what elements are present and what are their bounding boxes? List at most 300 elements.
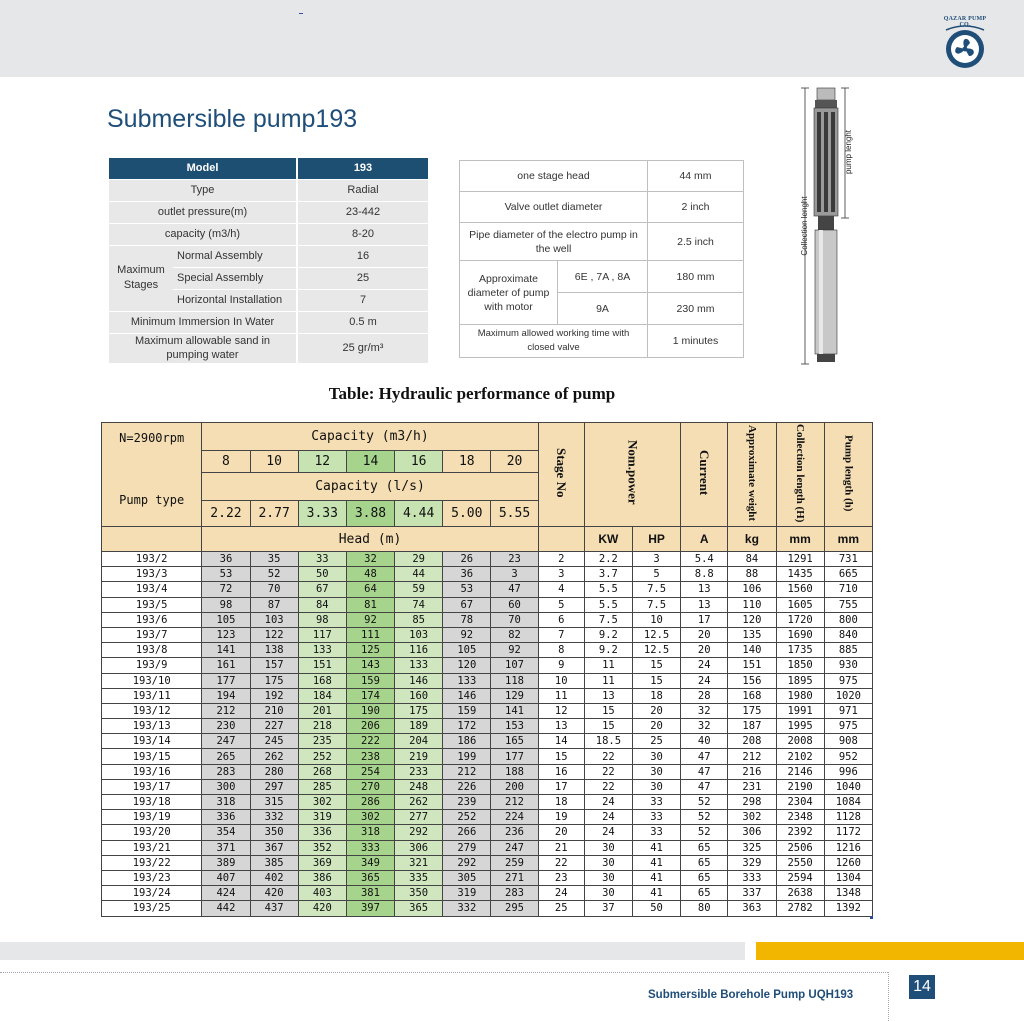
table-row: [102, 901, 873, 916]
spec-cell: 8: [538, 643, 584, 658]
head-cell: 254: [346, 764, 394, 779]
pump-type-cell: 193/11: [102, 688, 202, 703]
pump-type-cell: 193/4: [102, 582, 202, 597]
spec-cell: 2550: [776, 855, 824, 870]
spec-cell: 952: [824, 749, 872, 764]
spec-cell: 2392: [776, 825, 824, 840]
head-cell: 397: [346, 901, 394, 916]
pump-type-cell: 193/15: [102, 749, 202, 764]
spec-cell: 908: [824, 734, 872, 749]
spec-cell: 298: [728, 795, 776, 810]
head-cell: 59: [395, 582, 443, 597]
head-cell: 212: [202, 703, 250, 718]
head-cell: 402: [250, 870, 298, 885]
head-cell: 133: [395, 658, 443, 673]
spec-cell: 1291: [776, 552, 824, 567]
spec2-label: Pipe diameter of the electro pump in the well: [460, 223, 648, 261]
head-cell: 318: [346, 825, 394, 840]
perf-header-row: [102, 423, 873, 451]
spec-cell: 2348: [776, 810, 824, 825]
spec-label: Type: [109, 179, 297, 201]
spec-cell: 1605: [776, 597, 824, 612]
spec-cell: 41: [632, 840, 680, 855]
head-cell: 219: [395, 749, 443, 764]
footer-gray-bar: [0, 942, 745, 960]
head-cell: 354: [202, 825, 250, 840]
head-cell: 286: [346, 795, 394, 810]
spec-cell: 65: [681, 870, 728, 885]
head-cell: 437: [250, 901, 298, 916]
spec-cell: 84: [728, 552, 776, 567]
current-header: [681, 423, 728, 527]
head-cell: 350: [250, 825, 298, 840]
head-cell: 151: [298, 658, 346, 673]
head-cell: 168: [298, 673, 346, 688]
head-cell: 420: [298, 901, 346, 916]
head-cell: 107: [491, 658, 538, 673]
table-row: [102, 825, 873, 840]
capacity-cell: 3.88: [346, 501, 394, 527]
spec-cell: 17: [538, 779, 584, 794]
head-cell: 230: [202, 719, 250, 734]
head-cell: 218: [298, 719, 346, 734]
spec-cell: 5.5: [584, 597, 632, 612]
pump-type-cell: 193/17: [102, 779, 202, 794]
pump-type-cell: 193/2: [102, 552, 202, 567]
head-cell: 279: [443, 840, 491, 855]
page-number: 14: [909, 975, 935, 999]
unit-cell: HP: [632, 527, 680, 552]
head-cell: 175: [250, 673, 298, 688]
head-cell: 285: [298, 779, 346, 794]
spec-label: Normal Assembly: [173, 245, 297, 267]
performance-body: [102, 552, 873, 917]
spec2-value: 2 inch: [648, 192, 744, 223]
head-cell: 212: [443, 764, 491, 779]
head-cell: 153: [491, 719, 538, 734]
pump-type-cell: 193/18: [102, 795, 202, 810]
spec2-diameter-label: Approximate diameter of pump with motor: [460, 261, 558, 325]
spec-cell: 156: [728, 673, 776, 688]
spec-cell: 19: [538, 810, 584, 825]
head-cell: 403: [298, 886, 346, 901]
head-cell: 212: [491, 795, 538, 810]
spec-cell: 15: [538, 749, 584, 764]
head-cell: 318: [202, 795, 250, 810]
head-cell: 349: [346, 855, 394, 870]
head-cell: 336: [202, 810, 250, 825]
spec-cell: 151: [728, 658, 776, 673]
pump-type-cell: 193/20: [102, 825, 202, 840]
pump-type-cell: 193/24: [102, 886, 202, 901]
footer-title: Submersible Borehole Pump UQH193: [648, 989, 854, 1001]
capacity-cell: 14: [346, 451, 394, 473]
spec-cell: 88: [728, 567, 776, 582]
spec-cell: 23: [538, 870, 584, 885]
spec-value: 7: [297, 289, 428, 311]
head-cell: 252: [298, 749, 346, 764]
head-cell: 129: [491, 688, 538, 703]
head-cell: 36: [202, 552, 250, 567]
head-cell: 335: [395, 870, 443, 885]
spec2-sub-label: 6E , 7A , 8A: [558, 261, 648, 293]
spec-cell: 52: [681, 825, 728, 840]
head-cell: 332: [250, 810, 298, 825]
head-cell: 72: [202, 582, 250, 597]
spec-cell: 1216: [824, 840, 872, 855]
head-cell: 302: [298, 795, 346, 810]
spec-cell: 1895: [776, 673, 824, 688]
spec-cell: 120: [728, 612, 776, 627]
head-cell: 81: [346, 597, 394, 612]
spec-row: [109, 245, 428, 267]
head-cell: 146: [395, 673, 443, 688]
head-cell: 371: [202, 840, 250, 855]
head-cell: 206: [346, 719, 394, 734]
head-cell: 105: [202, 612, 250, 627]
spec-cell: 302: [728, 810, 776, 825]
spec-cell: 996: [824, 764, 872, 779]
spec-cell: 7.5: [632, 582, 680, 597]
head-cell: 235: [298, 734, 346, 749]
capacity-m3h-header: Capacity (m3/h): [202, 423, 538, 451]
spec-cell: 1084: [824, 795, 872, 810]
spec-cell: 231: [728, 779, 776, 794]
head-cell: 133: [298, 643, 346, 658]
head-cell: 262: [395, 795, 443, 810]
head-cell: 189: [395, 719, 443, 734]
spec-cell: 65: [681, 886, 728, 901]
rpm-label: N=2900rpm: [119, 431, 185, 445]
table-row: [102, 658, 873, 673]
spec-cell: 15: [632, 673, 680, 688]
head-cell: 236: [491, 825, 538, 840]
head-cell: 103: [395, 627, 443, 642]
head-cell: 333: [346, 840, 394, 855]
spec-row: [109, 201, 428, 223]
head-cell: 44: [395, 567, 443, 582]
logo-text: QAZAR PUMP CO.: [943, 16, 987, 28]
head-cell: 70: [250, 582, 298, 597]
pump-type-cell: 193/21: [102, 840, 202, 855]
spec2-label: one stage head: [460, 161, 648, 192]
spec-cell: 140: [728, 643, 776, 658]
spec-cell: 30: [632, 749, 680, 764]
spec-cell: 710: [824, 582, 872, 597]
head-cell: 190: [346, 703, 394, 718]
pump-type-cell: 193/8: [102, 643, 202, 658]
spec-cell: 30: [584, 855, 632, 870]
spec-table-2: [459, 160, 744, 358]
head-cell: 277: [395, 810, 443, 825]
spec-cell: 168: [728, 688, 776, 703]
head-cell: 222: [346, 734, 394, 749]
head-cell: 200: [491, 779, 538, 794]
head-cell: 239: [443, 795, 491, 810]
spec-cell: 1720: [776, 612, 824, 627]
head-cell: 175: [395, 703, 443, 718]
spec-row: [109, 179, 428, 201]
head-cell: 133: [443, 673, 491, 688]
head-cell: 92: [443, 627, 491, 642]
head-cell: 194: [202, 688, 250, 703]
head-cell: 159: [346, 673, 394, 688]
head-cell: 248: [395, 779, 443, 794]
spec-value: 25 gr/m³: [297, 333, 428, 363]
spec-cell: 80: [681, 901, 728, 916]
stage-header: [538, 423, 584, 527]
spec-cell: 755: [824, 597, 872, 612]
spec-cell: 3.7: [584, 567, 632, 582]
spec-row: [109, 223, 428, 245]
spec-cell: 24: [584, 825, 632, 840]
spec-value: 0.5 m: [297, 311, 428, 333]
spec-label: Special Assembly: [173, 267, 297, 289]
spec-cell: 7: [538, 627, 584, 642]
spec-cell: 25: [538, 901, 584, 916]
head-cell: 259: [491, 855, 538, 870]
unit-cell: mm: [776, 527, 824, 552]
table-row: [102, 855, 873, 870]
spec-label: Maximum allowable sand in pumping water: [109, 333, 297, 363]
spec-cell: 18: [632, 688, 680, 703]
pump-drawing: [797, 86, 857, 368]
spec-cell: 13: [681, 582, 728, 597]
unit-cell: mm: [824, 527, 872, 552]
spec-cell: 22: [584, 764, 632, 779]
head-cell: 420: [250, 886, 298, 901]
head-cell: 262: [250, 749, 298, 764]
pump-type-cell: 193/5: [102, 597, 202, 612]
spec-cell: 13: [584, 688, 632, 703]
spec-cell: 10: [538, 673, 584, 688]
spec-cell: 20: [632, 719, 680, 734]
spec-cell: 1020: [824, 688, 872, 703]
spec-cell: 2: [538, 552, 584, 567]
head-cell: 247: [491, 840, 538, 855]
spec-header-row: [109, 158, 428, 179]
head-cell: 53: [202, 567, 250, 582]
capacity-cell: 5.00: [443, 501, 491, 527]
spec-cell: 41: [632, 886, 680, 901]
head-cell: 367: [250, 840, 298, 855]
head-cell: 141: [491, 703, 538, 718]
head-cell: 3: [491, 567, 538, 582]
pump-type-cell: 193/13: [102, 719, 202, 734]
spec-cell: 30: [584, 870, 632, 885]
table-row: [102, 688, 873, 703]
table-row: [102, 673, 873, 688]
head-cell: 389: [202, 855, 250, 870]
head-cell: 186: [443, 734, 491, 749]
footer-vertical-divider: [888, 972, 889, 1021]
spec-cell: 306: [728, 825, 776, 840]
spec-cell: 15: [584, 719, 632, 734]
head-cell: 297: [250, 779, 298, 794]
head-cell: 160: [395, 688, 443, 703]
spec-cell: 1980: [776, 688, 824, 703]
head-cell: 442: [202, 901, 250, 916]
head-units-row: [102, 527, 873, 552]
table-row: [102, 810, 873, 825]
spec-cell: 1128: [824, 810, 872, 825]
head-cell: 319: [443, 886, 491, 901]
head-cell: 64: [346, 582, 394, 597]
spec-label: capacity (m3/h): [109, 223, 297, 245]
spec2-label: Valve outlet diameter: [460, 192, 648, 223]
spec-value: 8-20: [297, 223, 428, 245]
spec-cell: 2782: [776, 901, 824, 916]
head-cell: 280: [250, 764, 298, 779]
spec-cell: 18.5: [584, 734, 632, 749]
spec-cell: 175: [728, 703, 776, 718]
spec2-row: [460, 223, 744, 261]
spec-cell: 9.2: [584, 627, 632, 642]
spec-cell: 30: [584, 840, 632, 855]
collection-header: [776, 423, 824, 527]
head-cell: 92: [346, 612, 394, 627]
head-cell: 268: [298, 764, 346, 779]
head-cell: 26: [443, 552, 491, 567]
stages-label: Maximum Stages: [109, 245, 173, 311]
pump-type-cell: 193/6: [102, 612, 202, 627]
spec-cell: 40: [681, 734, 728, 749]
spec-cell: 10: [632, 612, 680, 627]
head-cell: 161: [202, 658, 250, 673]
spec-cell: 1172: [824, 825, 872, 840]
spec-cell: 41: [632, 855, 680, 870]
head-cell: 199: [443, 749, 491, 764]
spec-cell: 4: [538, 582, 584, 597]
spec-cell: 1995: [776, 719, 824, 734]
head-cell: 270: [346, 779, 394, 794]
head-cell: 165: [491, 734, 538, 749]
head-cell: 174: [346, 688, 394, 703]
spec-value: 25: [297, 267, 428, 289]
head-cell: 381: [346, 886, 394, 901]
head-cell: 245: [250, 734, 298, 749]
stage-spacer: [538, 527, 584, 552]
spec-cell: 17: [681, 612, 728, 627]
spec-cell: 665: [824, 567, 872, 582]
nompower-label: Nom.power: [625, 440, 641, 505]
spec-cell: 65: [681, 840, 728, 855]
head-cell: 52: [250, 567, 298, 582]
spec-cell: 5.4: [681, 552, 728, 567]
head-cell: 111: [346, 627, 394, 642]
head-cell: 336: [298, 825, 346, 840]
head-cell: 266: [443, 825, 491, 840]
head-cell: 385: [250, 855, 298, 870]
head-cell: 125: [346, 643, 394, 658]
spec-cell: 5.5: [584, 582, 632, 597]
head-cell: 138: [250, 643, 298, 658]
spec-label: outlet pressure(m): [109, 201, 297, 223]
spec-value: Radial: [297, 179, 428, 201]
spec-cell: 22: [584, 779, 632, 794]
spec-cell: 18: [538, 795, 584, 810]
spec-cell: 1040: [824, 779, 872, 794]
head-cell: 407: [202, 870, 250, 885]
spec-cell: 12.5: [632, 643, 680, 658]
spec-cell: 6: [538, 612, 584, 627]
spec-cell: 47: [681, 749, 728, 764]
unit-cell: kg: [728, 527, 776, 552]
head-cell: 60: [491, 597, 538, 612]
spec2-value: 1 minutes: [648, 325, 744, 358]
spec-cell: 187: [728, 719, 776, 734]
head-cell: 70: [491, 612, 538, 627]
spec-cell: 363: [728, 901, 776, 916]
head-cell: 98: [298, 612, 346, 627]
spec-cell: 28: [681, 688, 728, 703]
table-row: [102, 886, 873, 901]
pump-type-cell: 193/7: [102, 627, 202, 642]
spec-cell: 325: [728, 840, 776, 855]
head-cell: 103: [250, 612, 298, 627]
spec-cell: 1392: [824, 901, 872, 916]
capacity-cell: 3.33: [298, 501, 346, 527]
footer-divider: [0, 972, 888, 973]
spec-cell: 20: [681, 643, 728, 658]
spec-value: 23-442: [297, 201, 428, 223]
header-band: [0, 0, 1024, 77]
pump-type-cell: 193/10: [102, 673, 202, 688]
head-cell: 238: [346, 749, 394, 764]
pump-type-cell: 193/9: [102, 658, 202, 673]
head-cell: 365: [346, 870, 394, 885]
head-cell: 67: [443, 597, 491, 612]
head-cell: 159: [443, 703, 491, 718]
spec-cell: 24: [584, 795, 632, 810]
pumplength-label: Pump length (h): [842, 434, 855, 512]
spec-cell: 7.5: [584, 612, 632, 627]
spec2-label: Maximum allowed working time with closed valve: [460, 325, 648, 358]
head-cell: 369: [298, 855, 346, 870]
spec-cell: 731: [824, 552, 872, 567]
spec-cell: 24: [681, 658, 728, 673]
capacity-cell: 4.44: [395, 501, 443, 527]
head-cell: 122: [250, 627, 298, 642]
spec-cell: 333: [728, 870, 776, 885]
spec-cell: 337: [728, 886, 776, 901]
head-cell: 319: [298, 810, 346, 825]
spec-cell: 50: [632, 901, 680, 916]
head-cell: 292: [395, 825, 443, 840]
head-cell: 120: [443, 658, 491, 673]
spec2-row: [460, 161, 744, 192]
head-cell: 302: [346, 810, 394, 825]
spec-cell: 2008: [776, 734, 824, 749]
head-cell: 74: [395, 597, 443, 612]
spec-cell: 30: [632, 764, 680, 779]
spec-row: [109, 311, 428, 333]
spec-cell: 11: [584, 658, 632, 673]
head-cell: 295: [491, 901, 538, 916]
spec-cell: 52: [681, 795, 728, 810]
head-cell: 306: [395, 840, 443, 855]
unit-cell: A: [681, 527, 728, 552]
head-cell: 332: [443, 901, 491, 916]
spec2-value: 230 mm: [648, 293, 744, 325]
spec-cell: 2190: [776, 779, 824, 794]
head-cell: 300: [202, 779, 250, 794]
spec-header-value: 193: [297, 158, 428, 179]
spec-cell: 975: [824, 719, 872, 734]
table-row: [102, 734, 873, 749]
spec-cell: 12: [538, 703, 584, 718]
footer-gold-bar: [756, 942, 1024, 960]
